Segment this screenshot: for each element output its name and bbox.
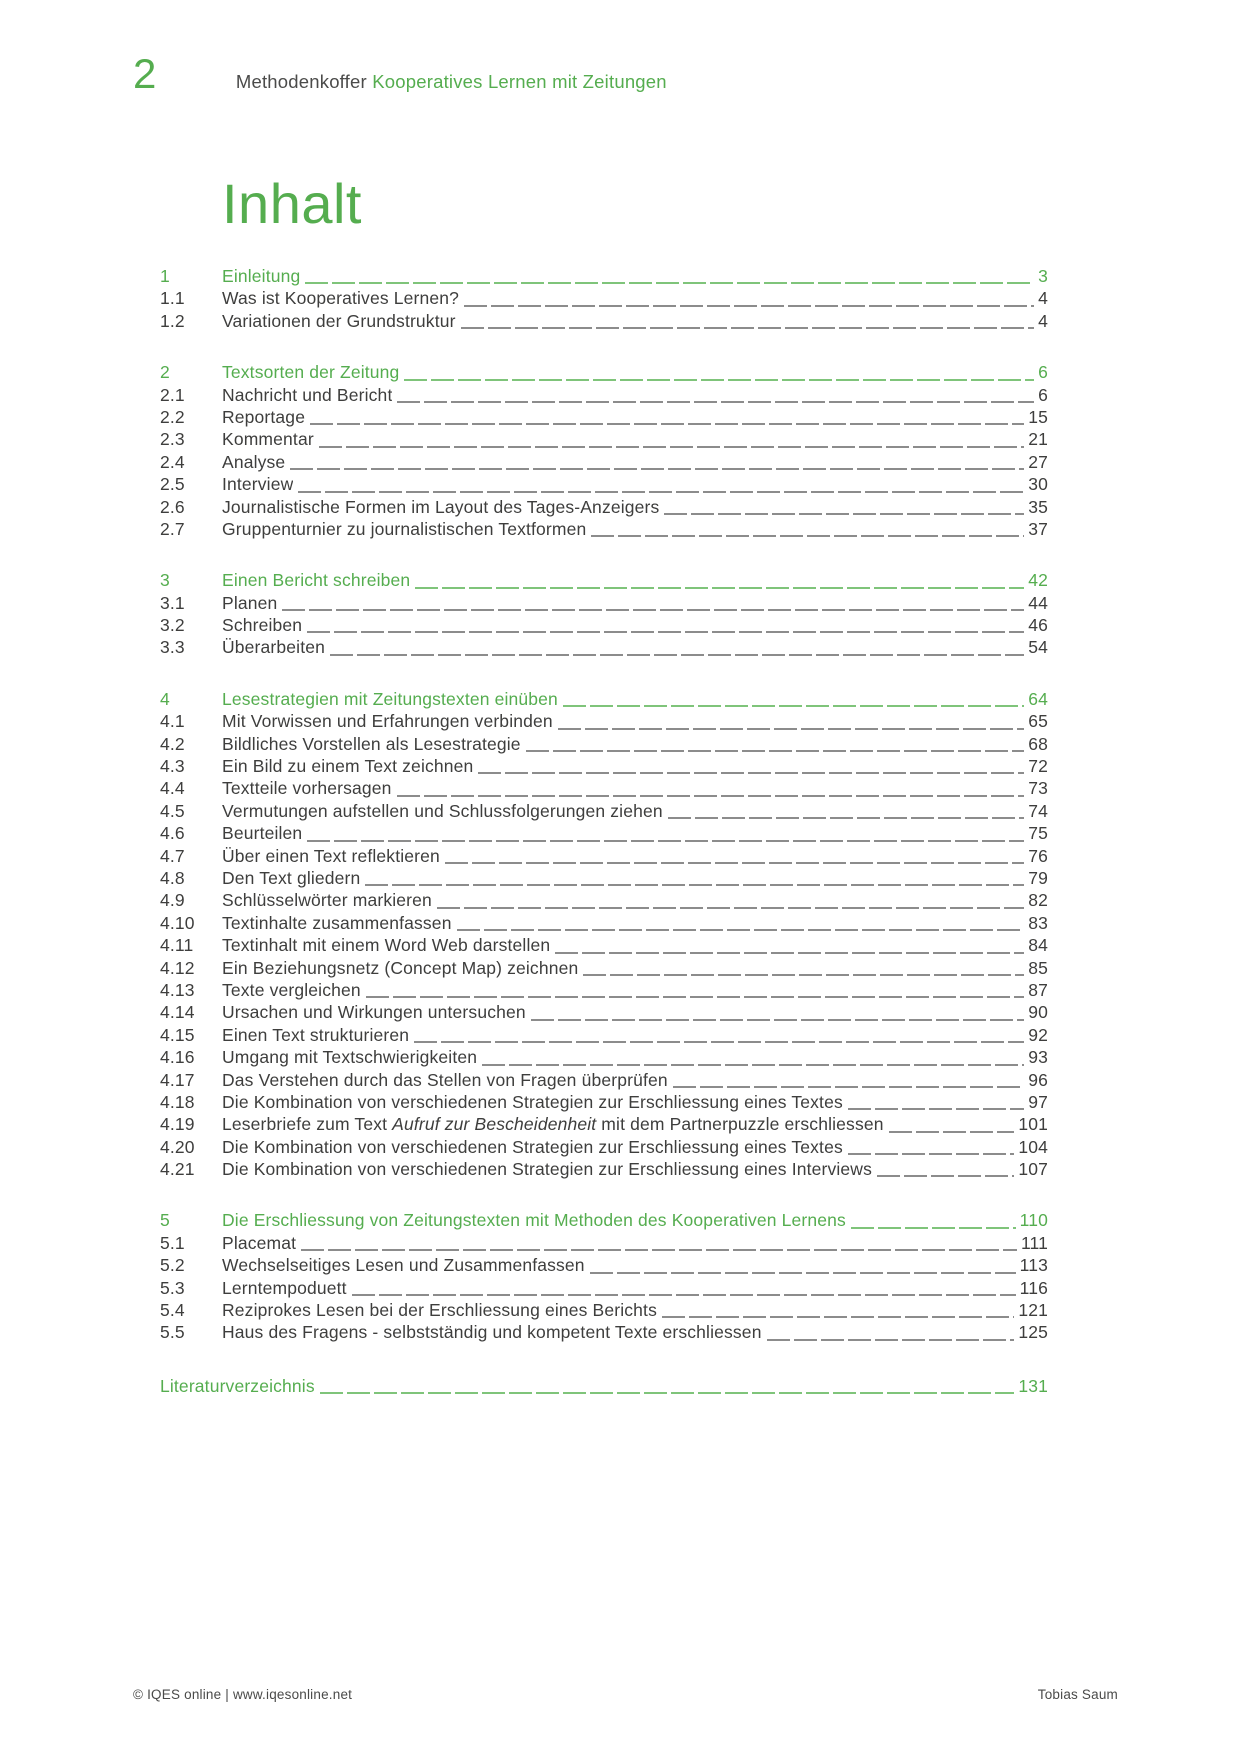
toc-title: Inhalt bbox=[222, 172, 362, 235]
entry-title: Placemat bbox=[222, 1232, 297, 1253]
leader-line bbox=[482, 1064, 1024, 1066]
toc-entry-row bbox=[160, 913, 1048, 935]
running-header-highlight: Kooperatives Lernen mit Zeitungen bbox=[372, 71, 667, 92]
entry-number: 2.4 bbox=[160, 451, 185, 472]
toc-entry-row bbox=[160, 637, 1048, 659]
leader-line bbox=[397, 401, 1034, 403]
entry-number: 2.2 bbox=[160, 406, 185, 427]
entry-number: 5.3 bbox=[160, 1277, 185, 1298]
entry-page: 3 bbox=[1038, 266, 1048, 286]
entry-page: 111 bbox=[1020, 1232, 1048, 1253]
entry-title: Umgang mit Textschwierigkeiten bbox=[222, 1047, 478, 1068]
entry-page: 85 bbox=[1028, 957, 1048, 978]
entry-title: Die Kombination von verschiedenen Strategien zur Erschliessung eines Textes bbox=[222, 1136, 843, 1157]
entry-title: Einleitung bbox=[222, 266, 301, 286]
entry-page: 101 bbox=[1018, 1114, 1048, 1135]
leader-line bbox=[290, 468, 1024, 470]
entry-number: 4.6 bbox=[160, 823, 185, 844]
entry-title: Einen Bericht schreiben bbox=[222, 570, 411, 591]
toc-section bbox=[160, 689, 1048, 1182]
entry-number: 2.5 bbox=[160, 474, 185, 495]
toc-entry-row bbox=[160, 1002, 1048, 1024]
toc-entry-row bbox=[160, 429, 1048, 451]
entry-number: 4.8 bbox=[160, 867, 185, 888]
entry-page: 75 bbox=[1028, 823, 1048, 844]
entry-number: 4.4 bbox=[160, 778, 185, 799]
entry-number: 4.1 bbox=[160, 711, 185, 732]
toc-entry-row bbox=[160, 734, 1048, 756]
toc-entry-row bbox=[160, 958, 1048, 980]
entry-title: Beurteilen bbox=[222, 823, 303, 844]
entry-title: Kommentar bbox=[222, 429, 314, 450]
entry-number: 5.1 bbox=[160, 1232, 185, 1253]
leader-line bbox=[851, 1227, 1016, 1229]
entry-page: 4 bbox=[1038, 288, 1048, 309]
page-footer bbox=[133, 1687, 1118, 1702]
entry-page: 79 bbox=[1028, 867, 1048, 888]
leader-line bbox=[848, 1108, 1024, 1110]
entry-number: 1.2 bbox=[160, 310, 185, 331]
toc-entry-row bbox=[160, 711, 1048, 733]
entry-title: Reportage bbox=[222, 406, 306, 427]
toc-entry-row bbox=[160, 407, 1048, 429]
entry-page: 46 bbox=[1028, 615, 1048, 636]
entry-title: Textinhalte zusammenfassen bbox=[222, 912, 452, 933]
leader-line bbox=[461, 327, 1035, 329]
toc-section bbox=[160, 362, 1048, 541]
entry-number: 1.1 bbox=[160, 288, 185, 309]
entry-title: Die Kombination von verschiedenen Strategien zur Erschliessung eines Interviews bbox=[222, 1159, 872, 1180]
leader-line bbox=[365, 884, 1024, 886]
entry-title: Journalistische Formen im Layout des Tages-Anzeigers bbox=[222, 496, 660, 517]
entry-title bbox=[222, 1114, 884, 1135]
toc-entry-row bbox=[160, 452, 1048, 474]
toc-section-row bbox=[160, 689, 1048, 711]
entry-page: 113 bbox=[1019, 1255, 1048, 1276]
leader-line bbox=[457, 929, 1025, 931]
entry-title: Das Verstehen durch das Stellen von Fragen überprüfen bbox=[222, 1069, 668, 1090]
toc-entry-row bbox=[160, 756, 1048, 778]
toc-section-row bbox=[160, 266, 1048, 288]
entry-page: 37 bbox=[1028, 518, 1048, 539]
entry-page: 84 bbox=[1028, 935, 1048, 956]
leader-line bbox=[591, 535, 1024, 537]
leader-line bbox=[590, 1272, 1016, 1274]
leader-line bbox=[558, 728, 1024, 730]
entry-page: 107 bbox=[1018, 1159, 1048, 1180]
entry-title-part: mit dem Partnerpuzzle erschliessen bbox=[596, 1114, 884, 1135]
leader-line bbox=[478, 772, 1024, 774]
toc-entry-row bbox=[160, 311, 1048, 333]
toc-entry-row bbox=[160, 823, 1048, 845]
entry-page: 92 bbox=[1028, 1024, 1048, 1045]
entry-title: Lesestrategien mit Zeitungstexten einüben bbox=[222, 688, 558, 709]
toc-entry-row bbox=[160, 1159, 1048, 1181]
entry-title: Vermutungen aufstellen und Schlussfolgerungen ziehen bbox=[222, 800, 663, 821]
leader-line bbox=[320, 1392, 1015, 1394]
entry-page: 6 bbox=[1038, 362, 1048, 383]
entry-page: 44 bbox=[1028, 592, 1048, 613]
entry-number: 5.4 bbox=[160, 1300, 185, 1321]
table-of-contents bbox=[160, 266, 1048, 1398]
entry-title: Haus des Fragens - selbstständig und kompetent Texte erschliessen bbox=[222, 1322, 762, 1343]
entry-number: 4.16 bbox=[160, 1047, 195, 1068]
running-header bbox=[236, 71, 667, 93]
entry-page: 116 bbox=[1019, 1277, 1048, 1298]
entry-number: 4.3 bbox=[160, 756, 185, 777]
leader-line bbox=[673, 1086, 1025, 1088]
entry-page: 125 bbox=[1018, 1322, 1048, 1343]
toc-entry-row bbox=[160, 890, 1048, 912]
toc-section-row bbox=[160, 362, 1048, 384]
entry-page: 30 bbox=[1028, 474, 1048, 495]
entry-number: 4.21 bbox=[160, 1159, 195, 1180]
leader-line bbox=[298, 491, 1024, 493]
entry-number: 5.5 bbox=[160, 1322, 185, 1343]
entry-number: 1 bbox=[160, 266, 170, 286]
entry-title: Die Erschliessung von Zeitungstexten mit Methoden des Kooperativen Lernens bbox=[222, 1210, 846, 1231]
leader-line bbox=[437, 907, 1024, 909]
entry-page: 65 bbox=[1028, 711, 1048, 732]
entry-title: Schlüsselwörter markieren bbox=[222, 890, 432, 911]
leader-line bbox=[307, 631, 1024, 633]
entry-number: 4.9 bbox=[160, 890, 185, 911]
entry-page: 6 bbox=[1038, 384, 1048, 405]
entry-title: Über einen Text reflektieren bbox=[222, 845, 440, 866]
entry-page: 82 bbox=[1028, 890, 1048, 911]
toc-entry-row bbox=[160, 1233, 1048, 1255]
leader-line bbox=[668, 817, 1024, 819]
entry-title: Mit Vorwissen und Erfahrungen verbinden bbox=[222, 711, 553, 732]
entry-title: Texte vergleichen bbox=[222, 979, 361, 1000]
toc-entry-row bbox=[160, 980, 1048, 1002]
entry-number: 4.17 bbox=[160, 1069, 195, 1090]
entry-title-part: Leserbriefe zum Text bbox=[222, 1114, 393, 1135]
leader-line bbox=[445, 862, 1024, 864]
toc-section bbox=[160, 570, 1048, 660]
entry-title: Einen Text strukturieren bbox=[222, 1024, 410, 1045]
leader-line bbox=[889, 1131, 1015, 1133]
entry-page: 42 bbox=[1028, 570, 1048, 591]
leader-line bbox=[464, 305, 1034, 307]
leader-line bbox=[583, 974, 1024, 976]
leader-line bbox=[305, 282, 1034, 284]
toc-entry-row bbox=[160, 1376, 1048, 1398]
leader-line bbox=[526, 750, 1025, 752]
entry-title: Ein Beziehungsnetz (Concept Map) zeichnen bbox=[222, 957, 579, 978]
leader-line bbox=[366, 996, 1024, 998]
toc-section-row bbox=[160, 1210, 1048, 1232]
entry-page: 131 bbox=[1018, 1375, 1048, 1396]
toc-entry-row bbox=[160, 474, 1048, 496]
leader-line bbox=[563, 705, 1024, 707]
entry-number: 3.1 bbox=[160, 592, 185, 613]
toc-closing-section bbox=[160, 1376, 1048, 1398]
entry-title: Bildliches Vorstellen als Lesestrategie bbox=[222, 733, 521, 754]
entry-number: 2.7 bbox=[160, 518, 185, 539]
entry-number: 4.7 bbox=[160, 845, 185, 866]
toc-entry-row bbox=[160, 385, 1048, 407]
toc-entry-row bbox=[160, 593, 1048, 615]
entry-page: 121 bbox=[1018, 1300, 1048, 1321]
entry-number: 3.2 bbox=[160, 615, 185, 636]
entry-number: 5.2 bbox=[160, 1255, 185, 1276]
entry-page: 72 bbox=[1028, 756, 1048, 777]
entry-number: 5 bbox=[160, 1210, 170, 1231]
entry-title: Textsorten der Zeitung bbox=[222, 362, 400, 383]
leader-line bbox=[352, 1294, 1016, 1296]
entry-title: Analyse bbox=[222, 451, 286, 472]
entry-title: Gruppenturnier zu journalistischen Textformen bbox=[222, 518, 587, 539]
toc-entry-row bbox=[160, 1322, 1048, 1344]
entry-page: 74 bbox=[1028, 800, 1048, 821]
entry-page: 35 bbox=[1028, 496, 1048, 517]
entry-title: Reziprokes Lesen bei der Erschliessung eines Berichts bbox=[222, 1300, 657, 1321]
leader-line bbox=[404, 379, 1034, 381]
entry-page: 64 bbox=[1028, 688, 1048, 709]
entry-title: Literaturverzeichnis bbox=[160, 1375, 315, 1396]
entry-title: Textinhalt mit einem Word Web darstellen bbox=[222, 935, 551, 956]
entry-page: 90 bbox=[1028, 1002, 1048, 1023]
entry-title: Überarbeiten bbox=[222, 637, 325, 658]
entry-number: 4.15 bbox=[160, 1024, 195, 1045]
footer-author: Tobias Saum bbox=[1037, 1687, 1118, 1702]
toc-entry-row bbox=[160, 1070, 1048, 1092]
entry-number: 2.1 bbox=[160, 384, 185, 405]
entry-number: 4.2 bbox=[160, 733, 185, 754]
toc-entry-row bbox=[160, 1047, 1048, 1069]
entry-number: 3 bbox=[160, 570, 170, 591]
entry-title: Ein Bild zu einem Text zeichnen bbox=[222, 756, 474, 777]
leader-line bbox=[397, 795, 1025, 797]
toc-entry-row bbox=[160, 801, 1048, 823]
entry-number: 4.5 bbox=[160, 800, 185, 821]
toc-entry-row bbox=[160, 868, 1048, 890]
toc-entry-row bbox=[160, 1092, 1048, 1114]
entry-number: 4 bbox=[160, 688, 170, 709]
toc-entry-row bbox=[160, 615, 1048, 637]
toc-entry-row bbox=[160, 1255, 1048, 1277]
entry-title: Schreiben bbox=[222, 615, 303, 636]
entry-number: 4.12 bbox=[160, 957, 195, 978]
leader-line bbox=[767, 1339, 1015, 1341]
toc-entry-row bbox=[160, 935, 1048, 957]
leader-line bbox=[307, 840, 1024, 842]
leader-line bbox=[555, 952, 1024, 954]
toc-entry-row bbox=[160, 1300, 1048, 1322]
entry-title: Planen bbox=[222, 592, 278, 613]
page-header bbox=[133, 50, 1118, 98]
entry-title-italic: Aufruf zur Bescheidenheit bbox=[392, 1114, 597, 1135]
entry-page: 83 bbox=[1028, 912, 1048, 933]
toc-entry-row bbox=[160, 288, 1048, 310]
entry-page: 27 bbox=[1028, 451, 1048, 472]
leader-line bbox=[414, 1041, 1024, 1043]
entry-number: 2 bbox=[160, 362, 170, 383]
toc-entry-row bbox=[160, 1278, 1048, 1300]
toc-entry-row bbox=[160, 1114, 1048, 1136]
entry-page: 93 bbox=[1028, 1047, 1048, 1068]
toc-entry-row bbox=[160, 519, 1048, 541]
leader-line bbox=[282, 609, 1024, 611]
entry-page: 76 bbox=[1028, 845, 1048, 866]
leader-line bbox=[877, 1175, 1014, 1177]
entry-number: 4.19 bbox=[160, 1114, 195, 1135]
leader-line bbox=[415, 587, 1024, 589]
entry-page: 73 bbox=[1028, 778, 1048, 799]
entry-title: Textteile vorhersagen bbox=[222, 778, 392, 799]
entry-number: 4.13 bbox=[160, 979, 195, 1000]
entry-page: 104 bbox=[1018, 1136, 1048, 1157]
running-header-plain: Methodenkoffer bbox=[235, 71, 373, 92]
entry-title: Was ist Kooperatives Lernen? bbox=[222, 288, 460, 309]
entry-number: 3.3 bbox=[160, 637, 185, 658]
entry-page: 110 bbox=[1019, 1210, 1048, 1231]
entry-number: 4.10 bbox=[160, 912, 195, 933]
entry-title: Interview bbox=[222, 474, 294, 495]
toc-section-row bbox=[160, 570, 1048, 592]
toc-entry-row bbox=[160, 497, 1048, 519]
entry-page: 54 bbox=[1028, 637, 1048, 658]
entry-page: 87 bbox=[1028, 979, 1048, 1000]
entry-number: 4.11 bbox=[160, 935, 194, 956]
page-number: 2 bbox=[133, 50, 157, 97]
toc-section bbox=[160, 266, 1048, 333]
entry-page: 68 bbox=[1028, 733, 1048, 754]
entry-page: 4 bbox=[1038, 310, 1048, 331]
entry-title: Die Kombination von verschiedenen Strategien zur Erschliessung eines Textes bbox=[222, 1091, 843, 1112]
entry-number: 4.20 bbox=[160, 1136, 195, 1157]
leader-line bbox=[319, 446, 1024, 448]
leader-line bbox=[330, 654, 1024, 656]
leader-line bbox=[664, 513, 1024, 515]
entry-title: Wechselseitiges Lesen und Zusammenfassen bbox=[222, 1255, 585, 1276]
entry-title: Ursachen und Wirkungen untersuchen bbox=[222, 1002, 526, 1023]
toc-entry-row bbox=[160, 1025, 1048, 1047]
leader-line bbox=[848, 1153, 1014, 1155]
entry-title: Nachricht und Bericht bbox=[222, 384, 393, 405]
entry-page: 15 bbox=[1028, 406, 1048, 427]
toc-section bbox=[160, 1210, 1048, 1344]
entry-title: Den Text gliedern bbox=[222, 867, 361, 888]
leader-line bbox=[310, 423, 1024, 425]
footer-copyright: © IQES online | www.iqesonline.net bbox=[133, 1687, 353, 1702]
entry-page: 96 bbox=[1028, 1069, 1048, 1090]
entry-number: 2.3 bbox=[160, 429, 185, 450]
entry-title: Variationen der Grundstruktur bbox=[222, 310, 456, 331]
entry-number: 4.14 bbox=[160, 1002, 195, 1023]
toc-entry-row bbox=[160, 846, 1048, 868]
entry-page: 97 bbox=[1028, 1091, 1048, 1112]
leader-line bbox=[662, 1316, 1014, 1318]
leader-line bbox=[301, 1249, 1017, 1251]
entry-number: 4.18 bbox=[160, 1091, 195, 1112]
entry-page: 21 bbox=[1028, 429, 1048, 450]
toc-entry-row bbox=[160, 778, 1048, 800]
toc-entry-row bbox=[160, 1137, 1048, 1159]
leader-line bbox=[531, 1019, 1024, 1021]
entry-title: Lerntempoduett bbox=[222, 1277, 347, 1298]
entry-number: 2.6 bbox=[160, 496, 185, 517]
